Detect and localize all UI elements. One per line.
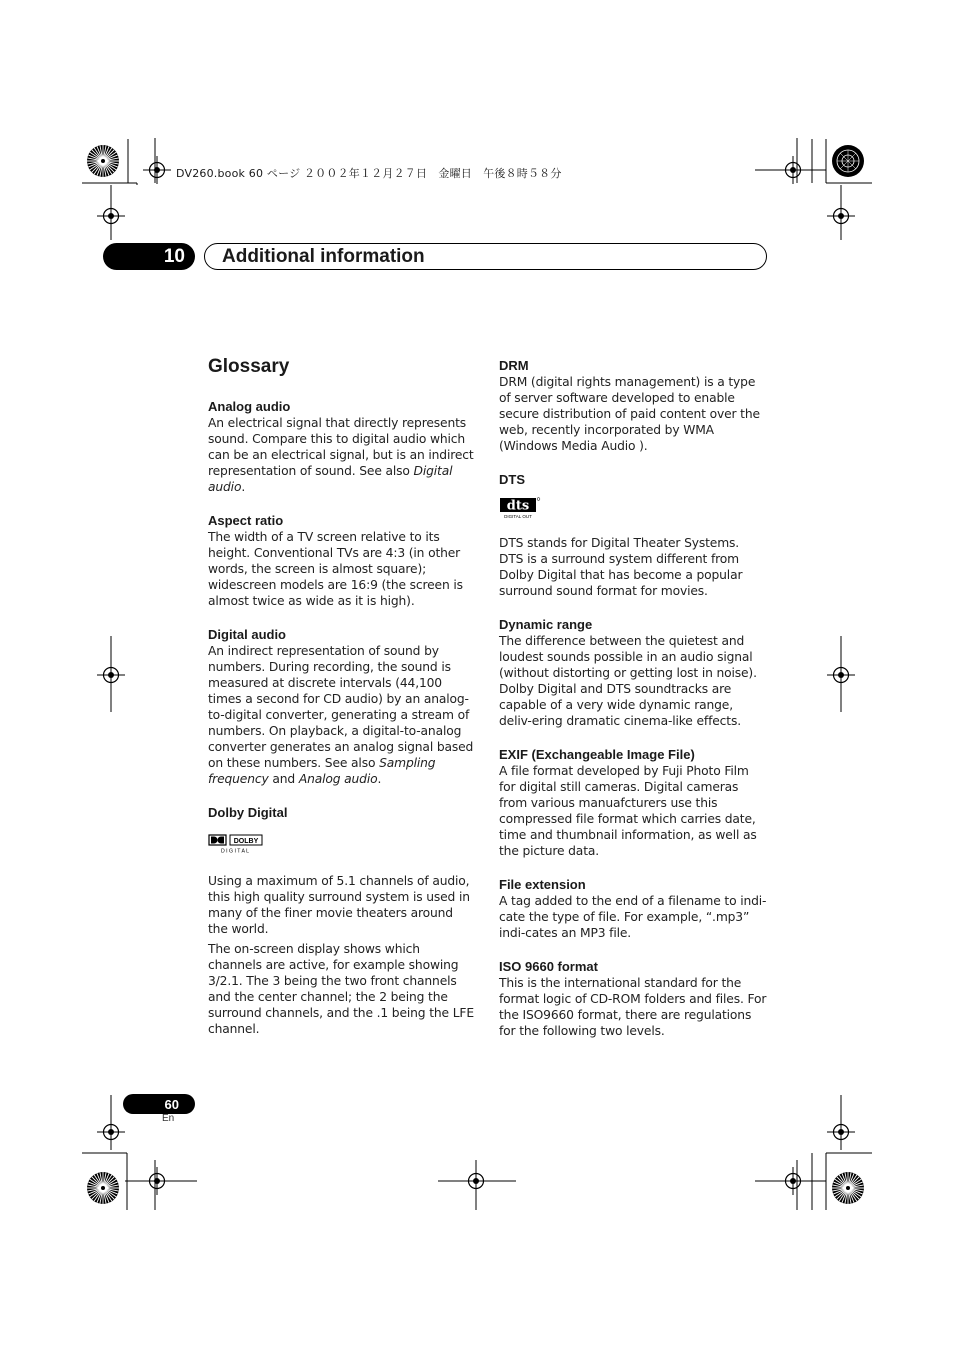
dolby-logo-subtext: D I G I T A L: [220, 848, 250, 854]
dts-logo-text: dts: [506, 498, 530, 514]
glossary-entry-dynamic-range: [499, 616, 767, 729]
dts-digital-out-icon: [499, 494, 541, 520]
glossary-column-right: [499, 357, 767, 1056]
definition: A file format developed by Fuji Photo Film for digital still cameras. Digital cameras from various manuafcturers use this compressed file format which carries date, time and thumbnail information, as well as the picture data.: [499, 764, 757, 858]
term: Dolby Digital: [208, 805, 288, 820]
glossary-column-left: [208, 398, 476, 1054]
glossary-entry-analog-audio: [208, 398, 476, 495]
definition: The on-screen display shows which channels are active, for example showing 3/2.1. The 3 being the two front channels and the center channel; the 2 being the surround channels, and the .1 being the LFE channel.: [208, 942, 474, 1036]
dts-logo: [499, 494, 767, 525]
dts-logo-subtext: DIGITAL OUT: [504, 514, 532, 519]
term: Dynamic range: [499, 617, 593, 632]
definition: Using a maximum of 5.1 channels of audio, this high quality surround system is used in many of the finer movie theaters around the world.: [208, 874, 470, 936]
glossary-entry-exif: [499, 746, 767, 859]
chapter-title: Additional information: [222, 246, 425, 267]
definition: The width of a TV screen relative to its height. Conventional TVs are 4:3 (in other words, the screen is almost square); widescreen models are 16:9 (the screen is almost twice as wide as it is high).: [208, 530, 463, 608]
chapter-number: 10: [163, 245, 185, 267]
dolby-logo-text: DOLBY: [233, 838, 259, 845]
dolby-digital-logo: [208, 823, 476, 863]
glossary-entry-digital-audio: [208, 626, 476, 787]
term: Analog audio: [208, 399, 291, 414]
page-number-badge: [123, 1094, 195, 1114]
page-number: 60: [164, 1096, 179, 1112]
term: DTS: [499, 472, 525, 487]
glossary-entry-file-extension: [499, 876, 767, 941]
term: EXIF (Exchangeable Image File): [499, 747, 695, 762]
definition: DTS stands for Digital Theater Systems. DTS is a surround system different from Dolby Digital that has become a popular surround sound format for movies.: [499, 536, 743, 598]
definition: This is the international standard for the format logic of CD-ROM folders and files. For the ISO9660 format, there are regulations for the following two levels.: [499, 976, 767, 1038]
definition: An indirect representation of sound by numbers. During recording, the sound is measured at discrete intervals (44,100 times a second for CD audio) by an analog-to-digital converter, generating a stream of numbers. On playback, a digital-to-analog converter generates an analog signal based on these numbers. See also Sampling frequency and Analog audio.: [208, 644, 474, 786]
glossary-entry-drm: [499, 357, 767, 454]
definition: The difference between the quietest and loudest sounds possible in an audio signal (without distorting or getting lost in noise). Dolby Digital and DTS soundtracks are capable of a very wide dynamic range, deliv-ering dramatic cinema-like effects.: [499, 634, 757, 728]
dolby-double-d-icon: [208, 832, 264, 854]
term: Aspect ratio: [208, 513, 284, 528]
definition: A tag added to the end of a filename to indi-cate the type of file. For example, “.mp3” indi-cates an MP3 file.: [499, 894, 767, 940]
glossary-entry-dolby-digital: [208, 804, 476, 1037]
cross-reference: Sampling frequency: [208, 756, 436, 786]
glossary-entry-dts: [499, 471, 767, 599]
definition: DRM (digital rights management) is a type of server software developed to enable secure distribution of paid content over the web, recently incorporated by WMA (Windows Media Audio ).: [499, 375, 760, 453]
glossary-entry-iso-9660: [499, 958, 767, 1039]
cross-reference: Analog audio: [298, 772, 378, 786]
term: DRM: [499, 358, 529, 373]
definition: An electrical signal that directly represents sound. Compare this to digital audio which can be an electrical signal, but is an indirect representation of sound. See also Digital audio.: [208, 416, 474, 494]
cross-reference: Digital audio: [208, 464, 453, 494]
glossary-title: Glossary: [208, 356, 290, 377]
glossary-entry-aspect-ratio: [208, 512, 476, 609]
term: File extension: [499, 877, 586, 892]
chapter-number-badge: [103, 243, 195, 270]
print-header: DV260.book 60 ページ ２００２年１２月２７日 金曜日 午後８時５８分: [176, 167, 562, 180]
term: ISO 9660 format: [499, 959, 598, 974]
term: Digital audio: [208, 627, 286, 642]
page-language: En: [162, 1113, 175, 1124]
